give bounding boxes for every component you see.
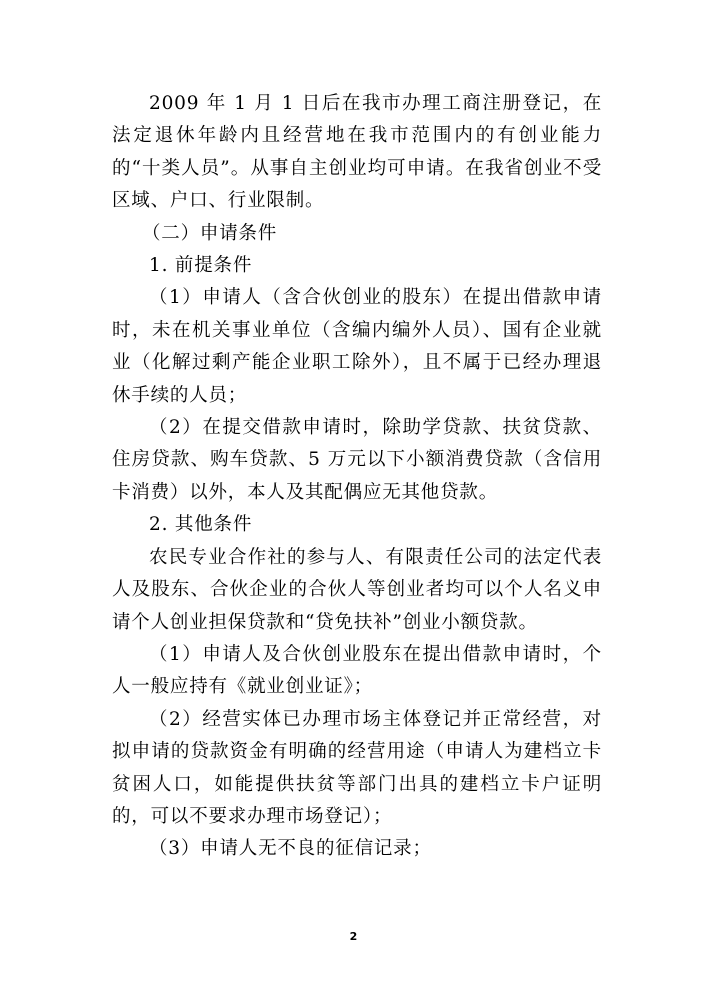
- paragraph-other-condition-3: （3）申请人无不良的征信记录；: [149, 838, 432, 860]
- document-body: [112, 88, 602, 866]
- paragraph-eligibility: 2009 年 1 月 1 日后在我市办理工商注册登记，在法定退休年龄内且经营地在我市范围内的有创业能力的“十类人员”。从事自主创业均可申请。在我省创业不受区域、户口、行业限制。: [112, 93, 602, 212]
- subheading-other-conditions: 2. 其他条件: [149, 514, 253, 536]
- page-number: 2: [349, 930, 358, 943]
- paragraph-other-condition-2: （2）经营实体已办理市场主体登记并正常经营，对拟申请的贷款资金有明确的经营用途（申请人为建档立卡贫困人口，如能提供扶贫等部门出具的建档立卡户证明的，可以不要求办理市场登记）；: [112, 708, 602, 827]
- paragraph-other-condition-1: （1）申请人及合伙创业股东在提出借款申请时，个人一般应持有《就业创业证》；: [112, 643, 602, 698]
- subheading-prerequisites: 1. 前提条件: [149, 255, 253, 277]
- paragraph-prerequisite-1: （1）申请人（含合伙创业的股东）在提出借款申请时，未在机关事业单位（含编内编外人员）、国有企业就业（化解过剩产能企业职工除外），且不属于已经办理退休手续的人员；: [112, 287, 602, 406]
- paragraph-other-conditions-intro: 农民专业合作社的参与人、有限责任公司的法定代表人及股东、合伙企业的合伙人等创业者均可以个人名义申请个人创业担保贷款和“贷免扶补”创业小额贷款。: [112, 546, 602, 633]
- section-heading-conditions: （二）申请条件: [142, 222, 278, 244]
- paragraph-prerequisite-2: （2）在提交借款申请时，除助学贷款、扶贫贷款、住房贷款、购车贷款、5 万元以下小额消费贷款（含信用卡消费）以外，本人及其配偶应无其他贷款。: [112, 417, 602, 503]
